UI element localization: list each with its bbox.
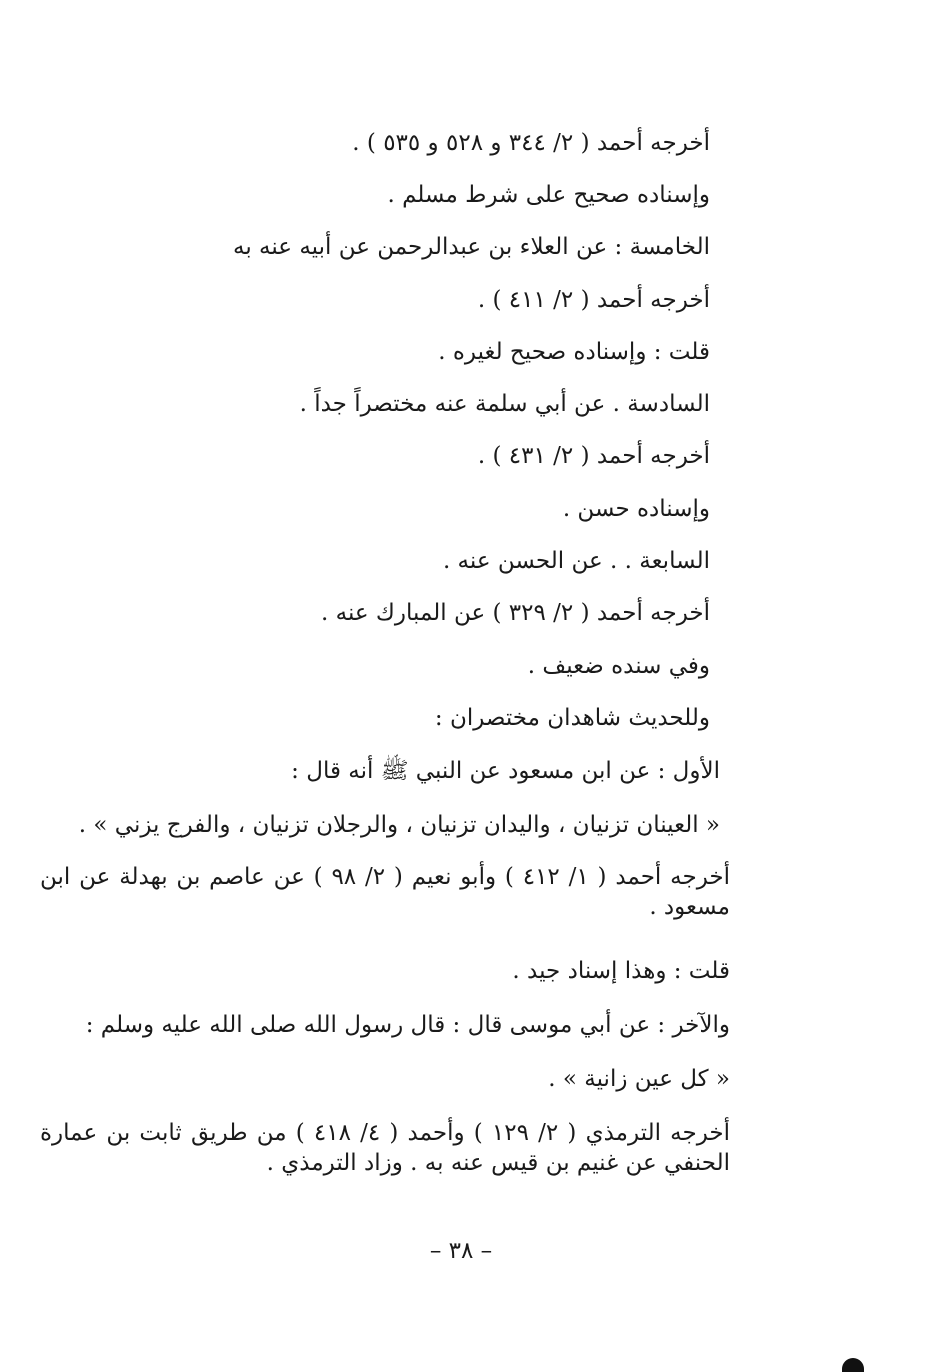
text-paragraph: أخرجه الترمذي ( ٢/ ١٢٩ ) وأحمد ( ٤/ ٤١٨ ) من طريق ثابت بن عمارة الحنفي عن غنيم بن قيس عنه به . وزاد الترمذي . (40, 1120, 731, 1176)
text-line: أخرجه أحمد ( ٢/ ٣٢٩ ) عن المبارك عنه . (321, 600, 710, 626)
text-line: السابعة . . عن الحسن عنه . (442, 548, 710, 574)
text-line: والآخر : عن أبي موسى قال : قال رسول الله صلى الله عليه وسلم : (85, 1012, 730, 1038)
text-paragraph: أخرجه أحمد ( ١/ ٤١٢ ) وأبو نعيم ( ٢/ ٩٨ ) عن عاصم بن بهدلة عن ابن مسعود . (40, 864, 731, 920)
text-line: السادسة . عن أبي سلمة عنه مختصراً جداً . (299, 391, 710, 417)
text-line: الخامسة : عن العلاء بن عبدالرحمن عن أبيه عنه به (232, 234, 710, 260)
quote-line: « العينان تزنيان ، واليدان تزنيان ، والرجلان تزنيان ، والفرج يزني » . (78, 812, 720, 838)
text-line: وإسناده حسن . (562, 496, 710, 522)
text-line: أخرجه أحمد ( ٢/ ٤١١ ) . (477, 287, 710, 313)
text-line: أخرجه أحمد ( ٢/ ٣٤٤ و ٥٢٨ و ٥٣٥ ) . (352, 130, 710, 156)
scan-edge-mark (842, 1358, 864, 1372)
text-line: الأول : عن ابن مسعود عن النبي ﷺ أنه قال : (291, 758, 720, 784)
text-line: قلت : وإسناده صحيح لغيره . (438, 339, 710, 365)
page-number: – ٣٨ – (429, 1238, 493, 1264)
text-line: وفي سنده ضعيف . (527, 653, 710, 679)
text-line: قلت : وهذا إسناد جيد . (512, 958, 730, 984)
quote-line: « كل عين زانية » . (548, 1066, 730, 1092)
text-line: وللحديث شاهدان مختصران : (434, 705, 710, 731)
text-line: وإسناده صحيح على شرط مسلم . (387, 182, 710, 208)
text-line: أخرجه أحمد ( ٢/ ٤٣١ ) . (477, 443, 710, 469)
